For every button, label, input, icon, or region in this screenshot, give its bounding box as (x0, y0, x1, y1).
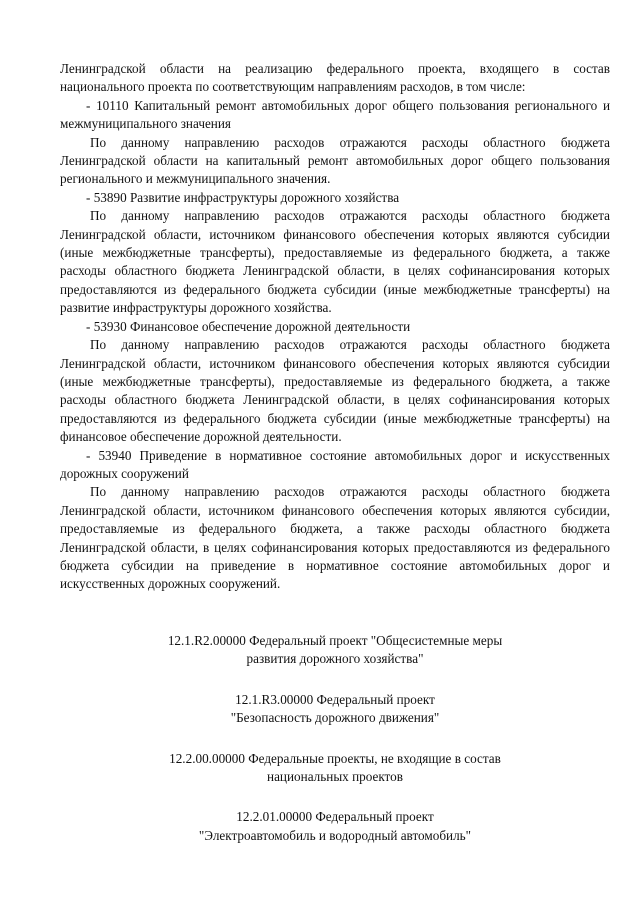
intro-paragraph: Ленинградской области на реализацию федерального проекта, входящего в состав национального проекта по соответствующим направлениям расходов, в том числе: (60, 61, 610, 95)
expense-item-title: - 10110 Капитальный ремонт автомобильных дорог общего пользования регионального и межмуниципального значения (60, 97, 610, 132)
expense-item-description: По данному направлению расходов отражаются расходы областного бюджета Ленинградской области на капитальный ремонт автомобильных дорог общего пользования регионального и межмуниципального значения. (60, 134, 610, 187)
section-heading-line: 12.2.00.00000 Федеральные проекты, не входящие в состав (169, 750, 501, 766)
expense-item-description: По данному направлению расходов отражаются расходы областного бюджета Ленинградской области, источником финансового обеспечения которых являются субсидии (иные межбюджетные трансферты), предоставляемые из федерального бюджета, а также расходы областного бюджета Ленинградской области, в целях софинансирования которых предоставляются из федерального бюджета субсидии (иные межбюджетные трансферты) на финансовое обеспечение дорожной деятельности. (60, 337, 610, 445)
expense-item-description: По данному направлению расходов отражаются расходы областного бюджета Ленинградской области, источником финансового обеспечения которых являются субсидии, предоставляемые из федерального бюджета, а также расходы областного бюджета Ленинградской области, в целях софинансирования которых предоставляются из федерального бюджета субсидии на приведение в нормативное состояние автомобильных дорог и искусственных дорожных сооружений. (60, 484, 610, 592)
section-heading-line: развития дорожного хозяйства" (246, 651, 424, 667)
section-heading-line: "Безопасность дорожного движения" (230, 710, 440, 726)
expense-item-description: По данному направлению расходов отражаются расходы областного бюджета Ленинградской области, источником финансового обеспечения которых являются субсидии (иные межбюджетные трансферты), предоставляемые из федерального бюджета, а также расходы областного бюджета Ленинградской области, в целях софинансирования которых предоставляются из федерального бюджета субсидии (иные межбюджетные трансферты) на развитие инфраструктуры дорожного хозяйства. (60, 208, 610, 316)
section-heading (60, 808, 610, 845)
section-heading (60, 632, 610, 669)
expense-item-title: - 53940 Приведение в нормативное состояние автомобильных дорог и искусственных дорожных сооружений (60, 447, 610, 481)
section-heading-line: 12.1.R2.00000 Федеральный проект "Общесистемные меры (167, 633, 503, 648)
expense-item-title: - 53890 Развитие инфраструктуры дорожного хозяйства (86, 189, 400, 205)
document-body (60, 60, 610, 594)
section-heading (60, 691, 610, 728)
section-heading-line: 12.1.R3.00000 Федеральный проект (235, 691, 435, 707)
section-headings (60, 632, 610, 867)
section-heading-line: 12.2.01.00000 Федеральный проект (236, 809, 434, 825)
expense-item-title: - 53930 Финансовое обеспечение дорожной деятельности (86, 318, 411, 334)
section-heading-line: "Электроавтомобиль и водородный автомобиль" (198, 827, 472, 843)
section-heading-line: национальных проектов (267, 769, 403, 785)
section-heading (60, 750, 610, 787)
